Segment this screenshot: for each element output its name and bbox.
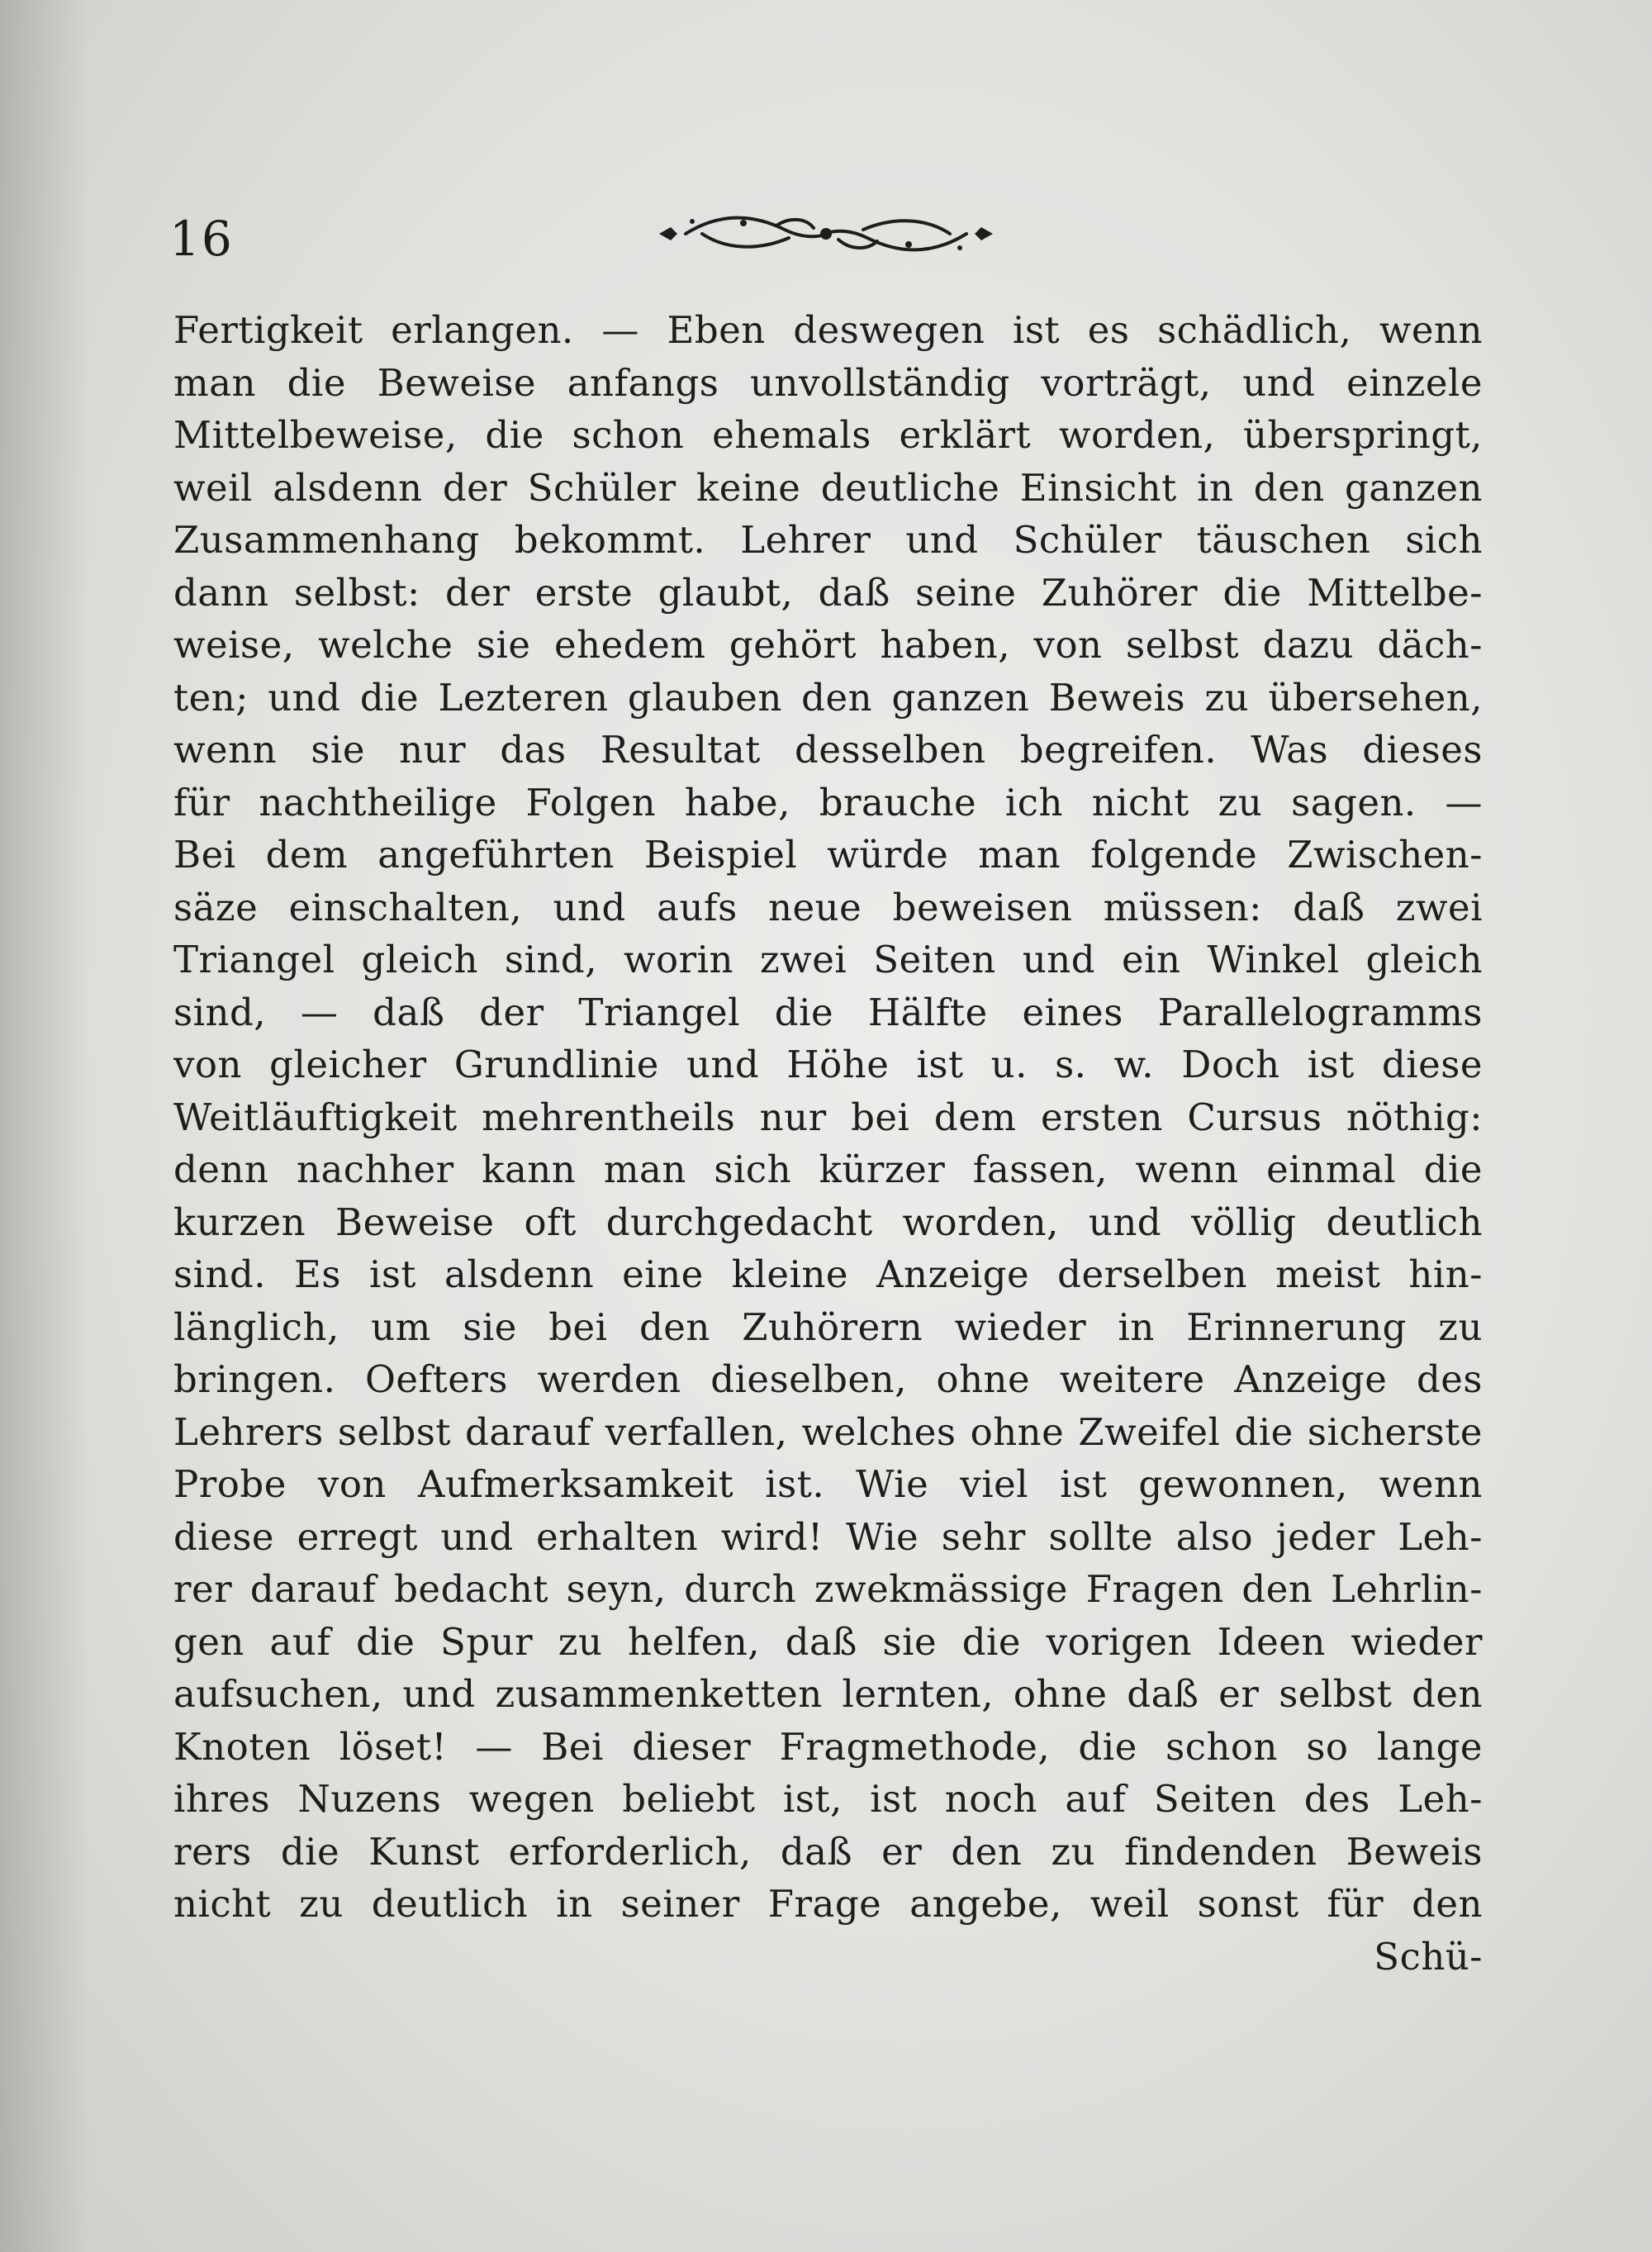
gutter-shadow bbox=[0, 0, 91, 2252]
text-line: dann selbst: der erste glaubt, daß seine Zuhörer die Mittelbe- bbox=[173, 570, 1483, 615]
text-line: länglich, um sie bei den Zuhörern wieder in Erinnerung zu bbox=[173, 1304, 1483, 1349]
text-line: rers die Kunst erforderlich, daß er den zu findenden Beweis bbox=[173, 1829, 1483, 1874]
body-text bbox=[173, 304, 1483, 1983]
text-line: wenn sie nur das Resultat desselben begreifen. Was dieses bbox=[173, 728, 1483, 772]
text-line: ten; und die Lezteren glauben den ganzen Beweis zu übersehen, bbox=[173, 675, 1483, 720]
page-number: 16 bbox=[169, 211, 234, 267]
header-ornament-icon bbox=[653, 205, 999, 263]
text-line: säze einschalten, und aufs neue beweisen müssen: daß zwei bbox=[173, 885, 1483, 929]
text-line: nicht zu deutlich in seiner Frage angebe, weil sonst für den bbox=[173, 1882, 1483, 1926]
text-line: diese erregt und erhalten wird! Wie sehr sollte also jeder Leh- bbox=[173, 1514, 1483, 1559]
text-line: Mittelbeweise, die schon ehemals erklärt worden, überspringt, bbox=[173, 413, 1483, 457]
text-line: Fertigkeit erlangen. — Eben deswegen ist es schädlich, wenn bbox=[173, 308, 1483, 352]
text-line: Triangel gleich sind, worin zwei Seiten und ein Winkel gleich bbox=[173, 938, 1483, 981]
text-line: für nachtheilige Folgen habe, brauche ich nicht zu sagen. — bbox=[173, 780, 1483, 824]
text-line: Knoten löset! — Bei dieser Fragmethode, die schon so lange bbox=[173, 1724, 1483, 1769]
text-line: kurzen Beweise oft durchgedacht worden, und völlig deutlich bbox=[173, 1200, 1483, 1244]
text-line: Lehrers selbst darauf verfallen, welches ohne Zweifel die sicherste bbox=[173, 1409, 1483, 1454]
text-line: Zusammenhang bekommt. Lehrer und Schüler täuschen sich bbox=[173, 518, 1483, 562]
text-line: Probe von Aufmerksamkeit ist. Wie viel ist gewonnen, wenn bbox=[173, 1462, 1483, 1506]
text-line: rer darauf bedacht seyn, durch zwekmässige Fragen den Lehrlin- bbox=[173, 1567, 1483, 1611]
text-line: bringen. Oefters werden dieselben, ohne weitere Anzeige des bbox=[173, 1357, 1483, 1401]
text-line: weil alsdenn der Schüler keine deutliche Einsicht in den ganzen bbox=[173, 465, 1483, 510]
text-line: ihres Nuzens wegen beliebt ist, ist noch auf Seiten des Leh- bbox=[173, 1777, 1483, 1821]
text-line: Bei dem angeführten Beispiel würde man folgende Zwischen- bbox=[173, 833, 1483, 877]
text-line: sind, — daß der Triangel die Hälfte eines Parallelogramms bbox=[173, 990, 1483, 1034]
text-line: gen auf die Spur zu helfen, daß sie die vorigen Ideen wieder bbox=[173, 1619, 1483, 1664]
text-line: aufsuchen, und zusammenketten lernten, ohne daß er selbst den bbox=[173, 1672, 1483, 1716]
text-line: Weitläuftigkeit mehrentheils nur bei dem ersten Cursus nöthig: bbox=[173, 1095, 1483, 1139]
text-line: weise, welche sie ehedem gehört haben, von selbst dazu däch- bbox=[173, 623, 1483, 667]
text-line: man die Beweise anfangs unvollständig vorträgt, und einzele bbox=[173, 360, 1483, 405]
text-line: denn nachher kann man sich kürzer fassen, wenn einmal die bbox=[173, 1147, 1483, 1191]
catchword: Schü- bbox=[1374, 1934, 1483, 1979]
text-line: von gleicher Grundlinie und Höhe ist u. s. w. Doch ist diese bbox=[173, 1043, 1483, 1086]
text-line: sind. Es ist alsdenn eine kleine Anzeige derselben meist hin- bbox=[173, 1252, 1483, 1296]
